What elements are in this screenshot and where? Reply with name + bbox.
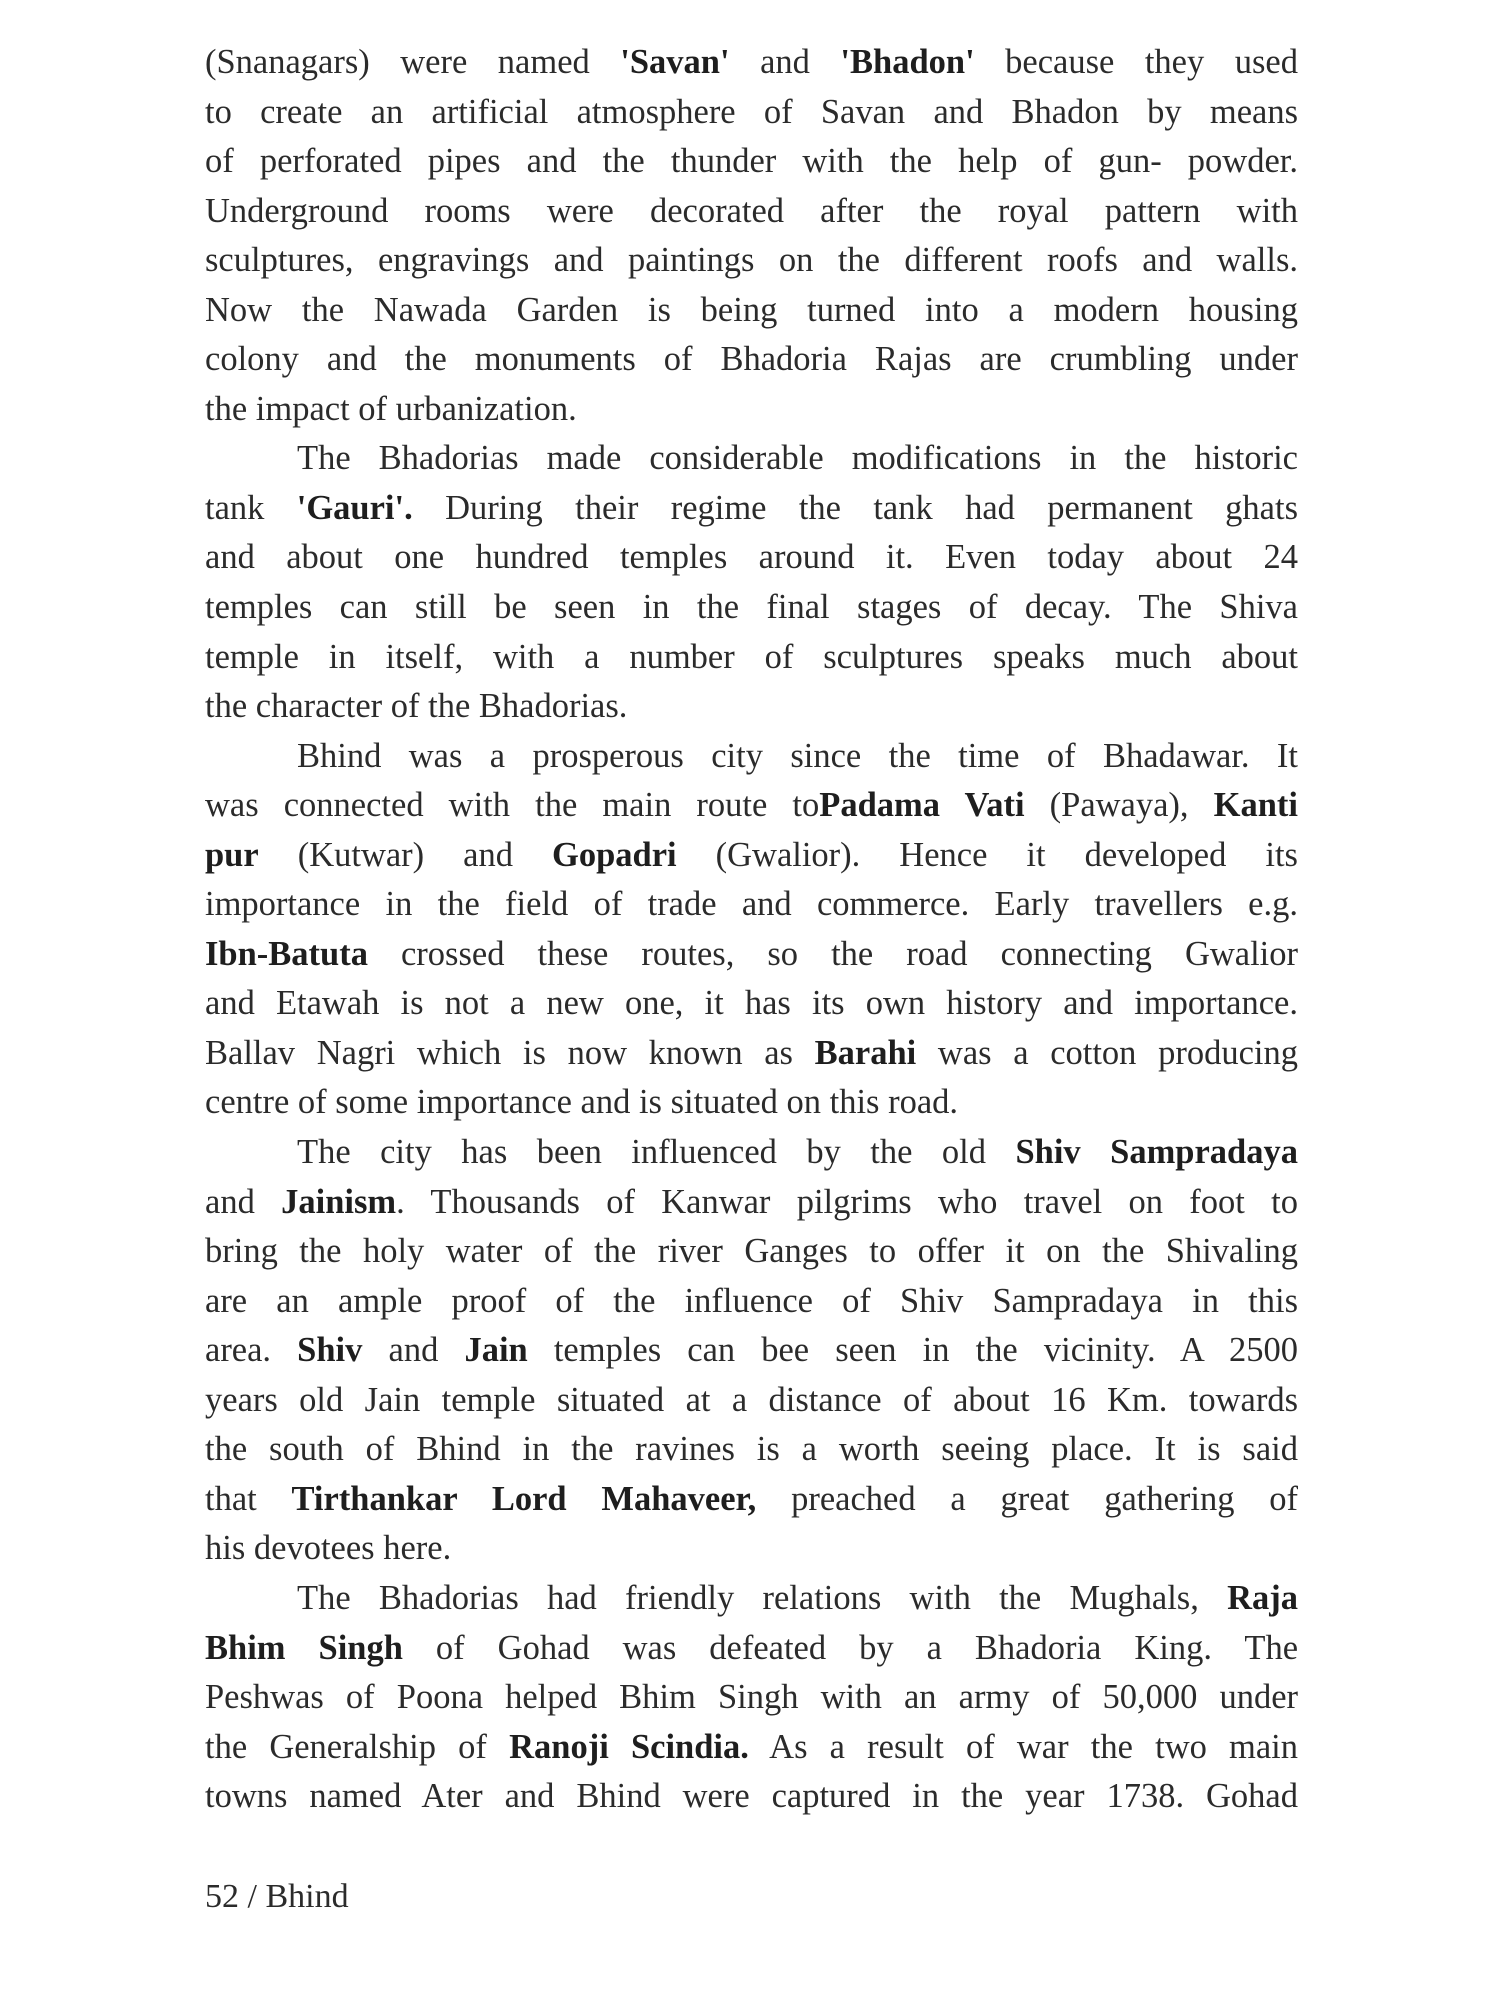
text-run: (Snanagars) were named bbox=[205, 43, 621, 81]
text-run: the Generalship of bbox=[205, 1727, 510, 1766]
bold-text: 'Bhadon' bbox=[840, 43, 975, 81]
text-run: temple in itself, with a number of sculptures speaks much about bbox=[205, 637, 1298, 676]
bold-text: Ibn-Batuta bbox=[205, 934, 368, 973]
bold-text: Shiv Sampradaya bbox=[1015, 1133, 1298, 1172]
text-run: (Pawaya), bbox=[1024, 786, 1214, 825]
text-run: Ballav Nagri which is now known as bbox=[205, 1033, 815, 1072]
text-run: tank bbox=[205, 488, 297, 527]
page-footer: 52 / Bhind bbox=[205, 1878, 349, 1915]
text-run: temples can still be seen in the final stages of decay. The Shiva bbox=[205, 588, 1298, 627]
text-line bbox=[205, 1524, 1298, 1574]
text-line bbox=[205, 38, 1298, 88]
text-run: (Kutwar) and bbox=[258, 835, 552, 874]
text-run: area. bbox=[205, 1331, 298, 1370]
text-run: (Gwalior). Hence it developed its bbox=[676, 835, 1298, 874]
text-line bbox=[205, 1574, 1298, 1624]
text-line bbox=[205, 88, 1298, 138]
text-line bbox=[205, 385, 1298, 435]
text-run: The Bhadorias had friendly relations with the Mughals, bbox=[297, 1578, 1228, 1617]
text-run: of perforated pipes and the thunder with the help of gun- powder. bbox=[205, 142, 1298, 181]
text-line bbox=[205, 187, 1298, 237]
text-line bbox=[205, 1475, 1298, 1525]
text-run: The Bhadorias made considerable modifications in the historic bbox=[297, 439, 1298, 478]
text-run: that bbox=[205, 1479, 292, 1518]
text-line bbox=[205, 1227, 1298, 1277]
bold-text: Ranoji Scindia. bbox=[509, 1727, 749, 1766]
text-line bbox=[205, 1029, 1298, 1079]
bold-text: Gopadri bbox=[552, 835, 677, 874]
text-run: years old Jain temple situated at a distance of about 16 Km. towards bbox=[205, 1380, 1298, 1419]
text-run: and bbox=[205, 1182, 282, 1221]
text-line bbox=[205, 484, 1298, 534]
text-line bbox=[205, 434, 1298, 484]
text-run: . Thousands of Kanwar pilgrims who travel on foot to bbox=[396, 1182, 1298, 1221]
text-line bbox=[205, 1078, 1298, 1128]
text-run: colony and the monuments of Bhadoria Rajas are crumbling under bbox=[205, 340, 1298, 379]
text-run: During their regime the tank had permanent ghats bbox=[412, 488, 1298, 527]
text-line bbox=[205, 732, 1298, 782]
bold-text: 'Savan' bbox=[620, 43, 730, 81]
bold-text: Raja bbox=[1227, 1578, 1298, 1617]
text-run: preached a great gathering of bbox=[756, 1479, 1299, 1518]
text-run: The city has been influenced by the old bbox=[297, 1133, 1016, 1172]
text-line bbox=[205, 831, 1298, 881]
text-line bbox=[205, 1772, 1298, 1822]
text-run: of Gohad was defeated by a Bhadoria King. The bbox=[402, 1628, 1299, 1667]
text-line bbox=[205, 1723, 1298, 1773]
text-run: Bhind was a prosperous city since the time of Bhadawar. It bbox=[297, 736, 1298, 775]
text-run: and Etawah is not a new one, it has its own history and importance. bbox=[205, 984, 1298, 1023]
text-line bbox=[205, 583, 1298, 633]
text-run: to create an artificial atmosphere of Savan and Bhadon by means bbox=[205, 92, 1298, 131]
text-line bbox=[205, 682, 1298, 732]
text-line bbox=[205, 1277, 1298, 1327]
text-run: centre of some importance and is situated on this road. bbox=[205, 1083, 959, 1122]
bold-text: Padama Vati bbox=[819, 786, 1025, 825]
text-run: are an ample proof of the influence of Shiv Sampradaya in this bbox=[205, 1281, 1298, 1320]
text-line bbox=[205, 880, 1298, 930]
text-run: his devotees here. bbox=[205, 1529, 452, 1568]
text-run: and about one hundred temples around it. Even today about 24 bbox=[205, 538, 1298, 577]
text-line bbox=[205, 1624, 1298, 1674]
text-run: sculptures, engravings and paintings on the different roofs and walls. bbox=[205, 241, 1298, 280]
text-run: was a cotton producing bbox=[916, 1033, 1298, 1072]
text-run: As a result of war the two main bbox=[748, 1727, 1299, 1766]
text-run: because they used bbox=[974, 43, 1298, 81]
text-line bbox=[205, 979, 1298, 1029]
bold-text: 'Gauri'. bbox=[296, 488, 413, 527]
text-line bbox=[205, 335, 1298, 385]
text-run: was connected with the main route to bbox=[205, 786, 820, 825]
text-line bbox=[205, 1326, 1298, 1376]
bold-text: Tirthankar Lord Mahaveer, bbox=[291, 1479, 757, 1518]
text-run: Peshwas of Poona helped Bhim Singh with an army of 50,000 under bbox=[205, 1678, 1298, 1717]
text-run: and bbox=[729, 43, 841, 81]
text-line bbox=[205, 286, 1298, 336]
text-line bbox=[205, 781, 1298, 831]
text-run: Now the Nawada Garden is being turned into a modern housing bbox=[205, 290, 1298, 329]
text-run: the impact of urbanization. bbox=[205, 389, 577, 428]
bold-text: Bhim Singh bbox=[205, 1628, 403, 1667]
text-line bbox=[205, 930, 1298, 980]
text-line bbox=[205, 1128, 1298, 1178]
text-line bbox=[205, 533, 1298, 583]
text-line bbox=[205, 1673, 1298, 1723]
bold-text: Shiv bbox=[297, 1331, 363, 1370]
text-line bbox=[205, 137, 1298, 187]
bold-text: Barahi bbox=[814, 1033, 917, 1072]
text-run: Underground rooms were decorated after the royal pattern with bbox=[205, 191, 1298, 230]
text-line bbox=[205, 1376, 1298, 1426]
text-run: importance in the field of trade and commerce. Early travellers e.g. bbox=[205, 885, 1298, 924]
text-run: towns named Ater and Bhind were captured in the year 1738. Gohad bbox=[205, 1777, 1298, 1816]
bold-text: Jain bbox=[464, 1331, 528, 1370]
text-line bbox=[205, 1425, 1298, 1475]
text-run: crossed these routes, so the road connecting Gwalior bbox=[367, 934, 1298, 973]
page-body-text bbox=[205, 38, 1298, 1822]
text-run: temples can bee seen in the vicinity. A 2500 bbox=[527, 1331, 1298, 1370]
text-line bbox=[205, 1178, 1298, 1228]
text-run: the character of the Bhadorias. bbox=[205, 687, 628, 726]
bold-text: Kanti bbox=[1213, 786, 1298, 825]
text-run: and bbox=[362, 1331, 465, 1370]
bold-text: Jainism bbox=[281, 1182, 397, 1221]
text-line bbox=[205, 633, 1298, 683]
text-run: the south of Bhind in the ravines is a worth seeing place. It is said bbox=[205, 1430, 1298, 1469]
text-run: bring the holy water of the river Ganges to offer it on the Shivaling bbox=[205, 1232, 1298, 1271]
bold-text: pur bbox=[205, 835, 259, 874]
text-line bbox=[205, 236, 1298, 286]
